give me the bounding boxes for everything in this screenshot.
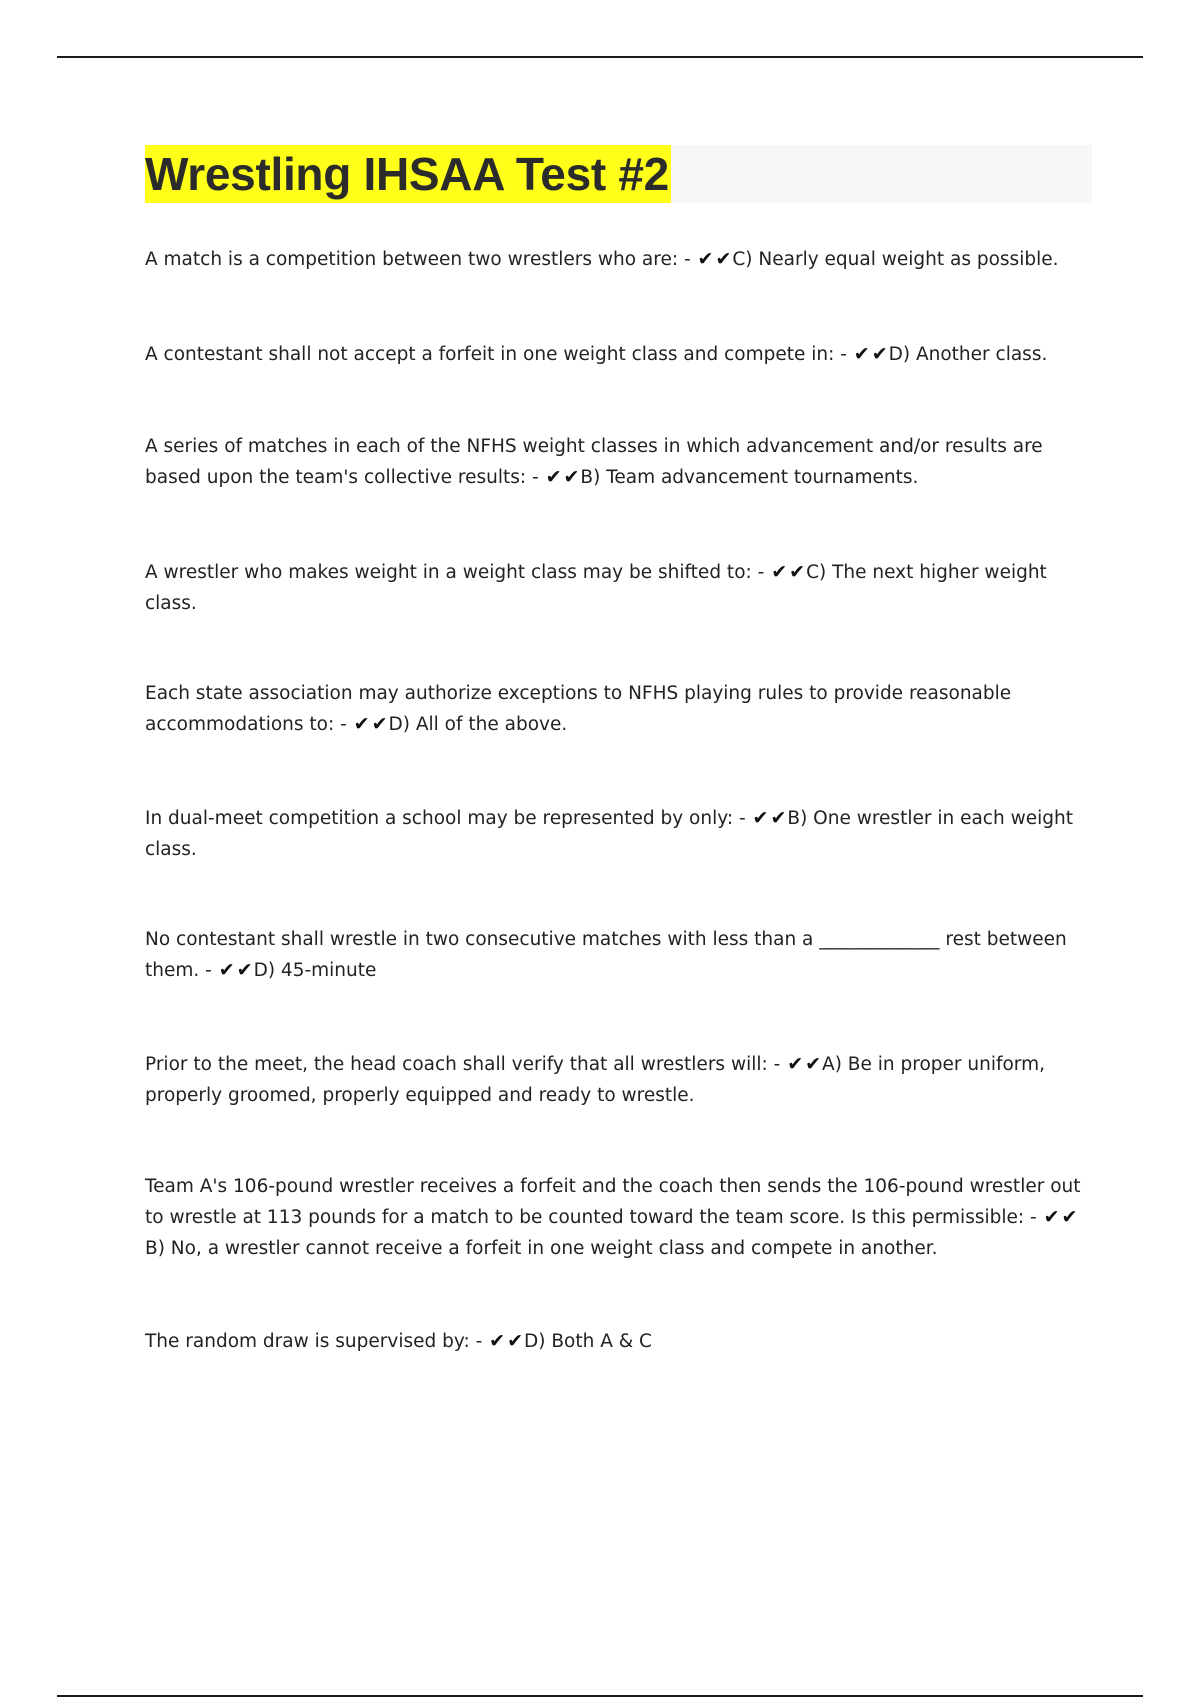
question-text: A match is a competition between two wrestlers who are: — [145, 249, 679, 270]
check-icon: ✔ — [353, 713, 370, 735]
qa-item — [145, 1171, 1090, 1264]
answer-text: B) No, a wrestler cannot receive a forfeit in one weight class and compete in another. — [145, 1238, 938, 1259]
separator: - — [738, 808, 746, 829]
answer-text: A) Be in proper uniform, properly groomed, properly equipped and ready to wrestle. — [145, 1054, 1045, 1106]
separator: - — [840, 344, 847, 365]
separator: - — [757, 562, 765, 583]
qa-item — [145, 1326, 1090, 1357]
check-icon: ✔ — [1061, 1206, 1078, 1228]
check-icon: ✔ — [1043, 1206, 1060, 1228]
bottom-rule — [57, 1695, 1143, 1697]
answer-text: D) 45-minute — [253, 960, 377, 981]
check-icon: ✔ — [697, 248, 714, 270]
question-text: No contestant shall wrestle in two consecutive matches with less than a _____________ rest between them. — [145, 929, 1067, 981]
check-icon: ✔ — [563, 466, 580, 488]
answer-text: B) Team advancement tournaments. — [580, 467, 919, 488]
qa-item — [145, 924, 1090, 986]
qa-item — [145, 1049, 1090, 1111]
separator: - — [683, 249, 691, 270]
answer-text: C) Nearly equal weight as possible. — [732, 249, 1059, 270]
separator: - — [531, 467, 539, 488]
qa-item — [145, 339, 1090, 370]
check-icon: ✔ — [218, 959, 235, 981]
question-text: In dual-meet competition a school may be represented by only: — [145, 808, 734, 829]
answer-text: D) All of the above. — [388, 714, 568, 735]
qa-item — [145, 431, 1090, 493]
question-text: A contestant shall not accept a forfeit in one weight class and compete in: — [145, 344, 835, 365]
question-text: A wrestler who makes weight in a weight class may be shifted to: — [145, 562, 752, 583]
question-text: The random draw is supervised by: — [145, 1331, 470, 1352]
top-rule — [57, 56, 1143, 58]
check-icon: ✔ — [805, 1053, 822, 1075]
question-text: Team A's 106-pound wrestler receives a forfeit and the coach then sends the 106-pound wrestler out to wrestle at 113 pounds for a match to be counted toward the team score. Is this permissible: — [145, 1176, 1081, 1228]
check-icon: ✔ — [871, 343, 888, 365]
qa-item — [145, 803, 1090, 865]
qa-item — [145, 244, 1090, 275]
separator: - — [340, 714, 347, 735]
page-title: Wrestling IHSAA Test #2 — [145, 145, 671, 203]
answer-text: D) Another class. — [888, 344, 1048, 365]
check-icon: ✔ — [236, 959, 253, 981]
check-icon: ✔ — [770, 807, 787, 829]
check-icon: ✔ — [789, 561, 806, 583]
check-icon: ✔ — [787, 1053, 804, 1075]
question-text: A series of matches in each of the NFHS weight classes in which advancement and/or results are based upon the team's collective results: — [145, 436, 1043, 488]
separator: - — [475, 1331, 483, 1352]
check-icon: ✔ — [545, 466, 562, 488]
separator: - — [773, 1054, 781, 1075]
separator: - — [205, 960, 212, 981]
answer-text: D) Both A & C — [524, 1331, 652, 1352]
question-text: Prior to the meet, the head coach shall verify that all wrestlers will: — [145, 1054, 768, 1075]
check-icon: ✔ — [715, 248, 732, 270]
check-icon: ✔ — [771, 561, 788, 583]
qa-item — [145, 678, 1090, 740]
answer-text: B) One wrestler in each weight class. — [145, 808, 1073, 860]
qa-item — [145, 557, 1090, 619]
answer-text: C) The next higher weight class. — [145, 562, 1047, 614]
check-icon: ✔ — [507, 1330, 523, 1352]
check-icon: ✔ — [853, 343, 870, 365]
check-icon: ✔ — [752, 807, 769, 829]
check-icon: ✔ — [489, 1330, 506, 1352]
separator: - — [1030, 1207, 1037, 1228]
question-text: Each state association may authorize exceptions to NFHS playing rules to provide reasonable accommodations to: — [145, 683, 1012, 735]
check-icon: ✔ — [371, 713, 388, 735]
